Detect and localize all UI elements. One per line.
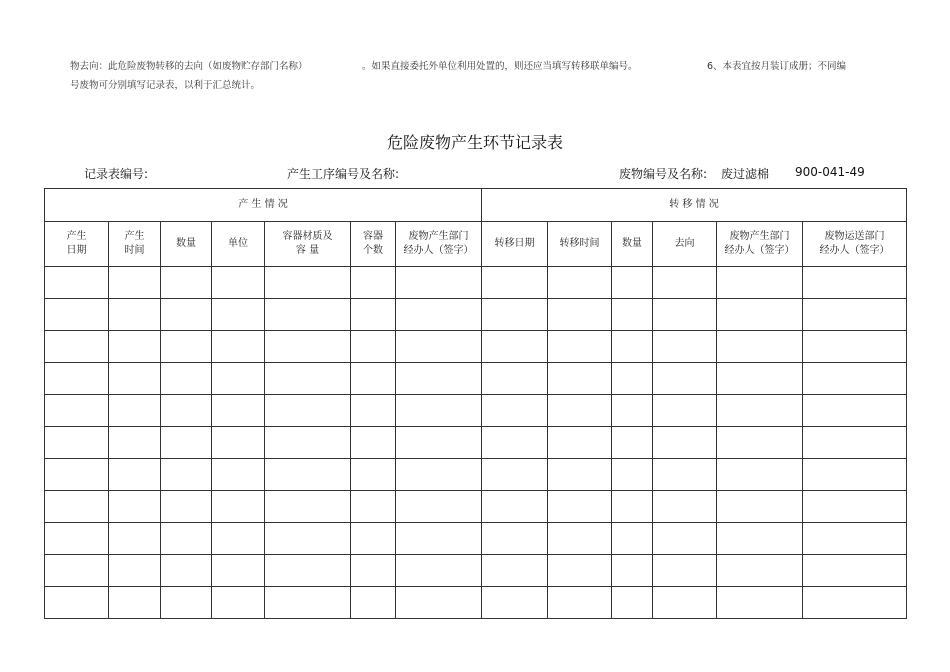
table-cell[interactable]	[396, 523, 482, 555]
waste-name: 废过滤棉	[721, 167, 770, 181]
table-cell[interactable]	[212, 331, 265, 363]
column-header: 废物产生部门 经办人（签字）	[717, 222, 803, 267]
instruction-note-line-2: 号废物可分别填写记录表，以利于汇总统计。	[70, 80, 261, 91]
table-cell[interactable]	[109, 587, 161, 619]
table-cell[interactable]	[653, 267, 717, 299]
table-cell[interactable]	[396, 299, 482, 331]
table-cell[interactable]	[45, 587, 109, 619]
table-row	[45, 427, 907, 459]
table-cell[interactable]	[161, 459, 212, 491]
table-cell[interactable]	[265, 395, 351, 427]
table-cell[interactable]	[803, 491, 907, 523]
table-cell[interactable]	[717, 299, 803, 331]
table-cell[interactable]	[482, 555, 548, 587]
table-row	[45, 299, 907, 331]
table-cell[interactable]	[612, 395, 653, 427]
section-header-row	[45, 189, 907, 222]
table-cell[interactable]	[161, 267, 212, 299]
table-cell[interactable]	[717, 555, 803, 587]
table-cell[interactable]	[717, 459, 803, 491]
column-header: 转移日期	[482, 222, 548, 267]
table-cell[interactable]	[161, 427, 212, 459]
table-cell[interactable]	[653, 523, 717, 555]
table-cell[interactable]	[212, 523, 265, 555]
table-cell[interactable]	[212, 587, 265, 619]
table-row	[45, 363, 907, 395]
waste-code: 900-041-49	[795, 165, 865, 179]
table-cell[interactable]	[351, 459, 396, 491]
table-cell[interactable]	[653, 459, 717, 491]
table-cell[interactable]	[265, 491, 351, 523]
table-cell[interactable]	[109, 331, 161, 363]
column-header: 单位	[212, 222, 265, 267]
table-cell[interactable]	[396, 491, 482, 523]
table-cell[interactable]	[212, 491, 265, 523]
column-header: 产生 时间	[109, 222, 161, 267]
table-cell[interactable]	[612, 587, 653, 619]
table-cell[interactable]	[351, 427, 396, 459]
table-cell[interactable]	[45, 427, 109, 459]
table-cell[interactable]	[351, 523, 396, 555]
table-cell[interactable]	[548, 395, 612, 427]
table-cell[interactable]	[653, 427, 717, 459]
table-cell[interactable]	[653, 299, 717, 331]
table-cell[interactable]	[212, 363, 265, 395]
table-cell[interactable]	[803, 299, 907, 331]
table-cell[interactable]	[161, 491, 212, 523]
table-cell[interactable]	[612, 299, 653, 331]
table-cell[interactable]	[717, 331, 803, 363]
column-header-row	[45, 222, 907, 267]
table-cell[interactable]	[161, 523, 212, 555]
table-cell[interactable]	[717, 587, 803, 619]
table-row	[45, 587, 907, 619]
table-cell[interactable]	[612, 267, 653, 299]
table-cell[interactable]	[803, 267, 907, 299]
table-cell[interactable]	[109, 523, 161, 555]
table-cell[interactable]	[396, 395, 482, 427]
table-cell[interactable]	[653, 395, 717, 427]
table-row	[45, 395, 907, 427]
table-cell[interactable]	[109, 555, 161, 587]
table-cell[interactable]	[482, 523, 548, 555]
table-cell[interactable]	[161, 555, 212, 587]
column-header: 容器材质及 容 量	[265, 222, 351, 267]
table-cell[interactable]	[482, 267, 548, 299]
column-header: 转移时间	[548, 222, 612, 267]
table-cell[interactable]	[45, 299, 109, 331]
column-header: 去向	[653, 222, 717, 267]
table-cell[interactable]	[717, 395, 803, 427]
section-transfer: 转 移 情 况	[482, 189, 907, 222]
waste-label: 废物编号及名称:	[619, 167, 708, 181]
record-number-label: 记录表编号:	[84, 167, 149, 181]
process-label: 产生工序编号及名称:	[287, 167, 400, 181]
table-cell[interactable]	[612, 363, 653, 395]
table-cell[interactable]	[548, 427, 612, 459]
table-cell[interactable]	[212, 395, 265, 427]
table-cell[interactable]	[612, 331, 653, 363]
table-cell[interactable]	[717, 491, 803, 523]
table-cell[interactable]	[351, 395, 396, 427]
table-cell[interactable]	[45, 331, 109, 363]
table-cell[interactable]	[396, 587, 482, 619]
table-cell[interactable]	[548, 299, 612, 331]
table-cell[interactable]	[482, 587, 548, 619]
table-cell[interactable]	[653, 587, 717, 619]
table-cell[interactable]	[212, 555, 265, 587]
table-cell[interactable]	[396, 427, 482, 459]
table-cell[interactable]	[109, 363, 161, 395]
note-segment: 。如果直接委托外单位利用处置的，则还应当填写转移联单编号。	[362, 61, 638, 72]
table-cell[interactable]	[803, 331, 907, 363]
table-cell[interactable]	[482, 331, 548, 363]
table-cell[interactable]	[612, 491, 653, 523]
table-cell[interactable]	[803, 555, 907, 587]
table-row	[45, 523, 907, 555]
table-cell[interactable]	[482, 299, 548, 331]
table-cell[interactable]	[265, 427, 351, 459]
table-cell[interactable]	[653, 555, 717, 587]
column-header: 数量	[612, 222, 653, 267]
table-cell[interactable]	[717, 427, 803, 459]
table-cell[interactable]	[109, 299, 161, 331]
table-cell[interactable]	[265, 459, 351, 491]
table-cell[interactable]	[265, 587, 351, 619]
table-cell[interactable]	[548, 587, 612, 619]
table-cell[interactable]	[45, 267, 109, 299]
section-production: 产 生 情 况	[45, 189, 482, 222]
table-cell[interactable]	[109, 491, 161, 523]
table-cell[interactable]	[396, 267, 482, 299]
table-cell[interactable]	[396, 555, 482, 587]
table-cell[interactable]	[161, 299, 212, 331]
table-cell[interactable]	[109, 267, 161, 299]
table-cell[interactable]	[161, 587, 212, 619]
table-cell[interactable]	[548, 459, 612, 491]
table-cell[interactable]	[351, 267, 396, 299]
table-cell[interactable]	[265, 363, 351, 395]
table-cell[interactable]	[803, 587, 907, 619]
table-cell[interactable]	[803, 459, 907, 491]
record-table	[44, 188, 907, 619]
table-cell[interactable]	[161, 331, 212, 363]
table-cell[interactable]	[482, 491, 548, 523]
table-cell[interactable]	[803, 395, 907, 427]
column-header: 废物运送部门 经办人（签字）	[803, 222, 907, 267]
table-cell[interactable]	[653, 331, 717, 363]
table-cell[interactable]	[351, 491, 396, 523]
table-cell[interactable]	[109, 459, 161, 491]
table-cell[interactable]	[548, 267, 612, 299]
table-cell[interactable]	[396, 459, 482, 491]
column-header: 容器 个数	[351, 222, 396, 267]
table-cell[interactable]	[265, 331, 351, 363]
table-cell[interactable]	[109, 427, 161, 459]
table-cell[interactable]	[265, 555, 351, 587]
column-header: 数量	[161, 222, 212, 267]
table-cell[interactable]	[803, 523, 907, 555]
table-cell[interactable]	[212, 459, 265, 491]
table-cell[interactable]	[265, 299, 351, 331]
table-cell[interactable]	[45, 363, 109, 395]
table-cell[interactable]	[45, 459, 109, 491]
table-cell[interactable]	[161, 395, 212, 427]
table-row	[45, 267, 907, 299]
table-cell[interactable]	[548, 555, 612, 587]
table-cell[interactable]	[351, 363, 396, 395]
table-cell[interactable]	[482, 427, 548, 459]
column-header: 产生 日期	[45, 222, 109, 267]
table-cell[interactable]	[45, 395, 109, 427]
table-cell[interactable]	[265, 267, 351, 299]
table-cell[interactable]	[396, 363, 482, 395]
table-row	[45, 491, 907, 523]
table-cell[interactable]	[212, 427, 265, 459]
table-cell[interactable]	[803, 363, 907, 395]
table-cell[interactable]	[265, 523, 351, 555]
table-cell[interactable]	[351, 587, 396, 619]
table-cell[interactable]	[653, 363, 717, 395]
column-header: 废物产生部门 经办人（签字）	[396, 222, 482, 267]
table-cell[interactable]	[612, 427, 653, 459]
note-segment: 物去向：此危险废物转移的去向（如废物贮存部门名称）	[70, 61, 308, 72]
table-cell[interactable]	[548, 523, 612, 555]
table-row	[45, 331, 907, 363]
table-cell[interactable]	[45, 555, 109, 587]
table-cell[interactable]	[109, 395, 161, 427]
table-cell[interactable]	[482, 363, 548, 395]
page-title: 危险废物产生环节记录表	[386, 133, 563, 152]
table-cell[interactable]	[548, 491, 612, 523]
table-row	[45, 459, 907, 491]
table-cell[interactable]	[351, 555, 396, 587]
note-segment: 6、本表宜按月装订成册；不同编	[707, 61, 847, 72]
table-cell[interactable]	[212, 267, 265, 299]
table-cell[interactable]	[717, 267, 803, 299]
table-cell[interactable]	[396, 331, 482, 363]
table-cell[interactable]	[612, 555, 653, 587]
table-row	[45, 555, 907, 587]
table-cell[interactable]	[45, 491, 109, 523]
table-cell[interactable]	[351, 299, 396, 331]
table-cell[interactable]	[653, 491, 717, 523]
table-cell[interactable]	[717, 523, 803, 555]
table-cell[interactable]	[548, 331, 612, 363]
table-cell[interactable]	[161, 363, 212, 395]
table-cell[interactable]	[482, 459, 548, 491]
table-cell[interactable]	[351, 331, 396, 363]
table-cell[interactable]	[717, 363, 803, 395]
table-cell[interactable]	[612, 523, 653, 555]
table-cell[interactable]	[548, 363, 612, 395]
table-cell[interactable]	[45, 523, 109, 555]
table-cell[interactable]	[803, 427, 907, 459]
table-cell[interactable]	[482, 395, 548, 427]
table-cell[interactable]	[612, 459, 653, 491]
table-cell[interactable]	[212, 299, 265, 331]
